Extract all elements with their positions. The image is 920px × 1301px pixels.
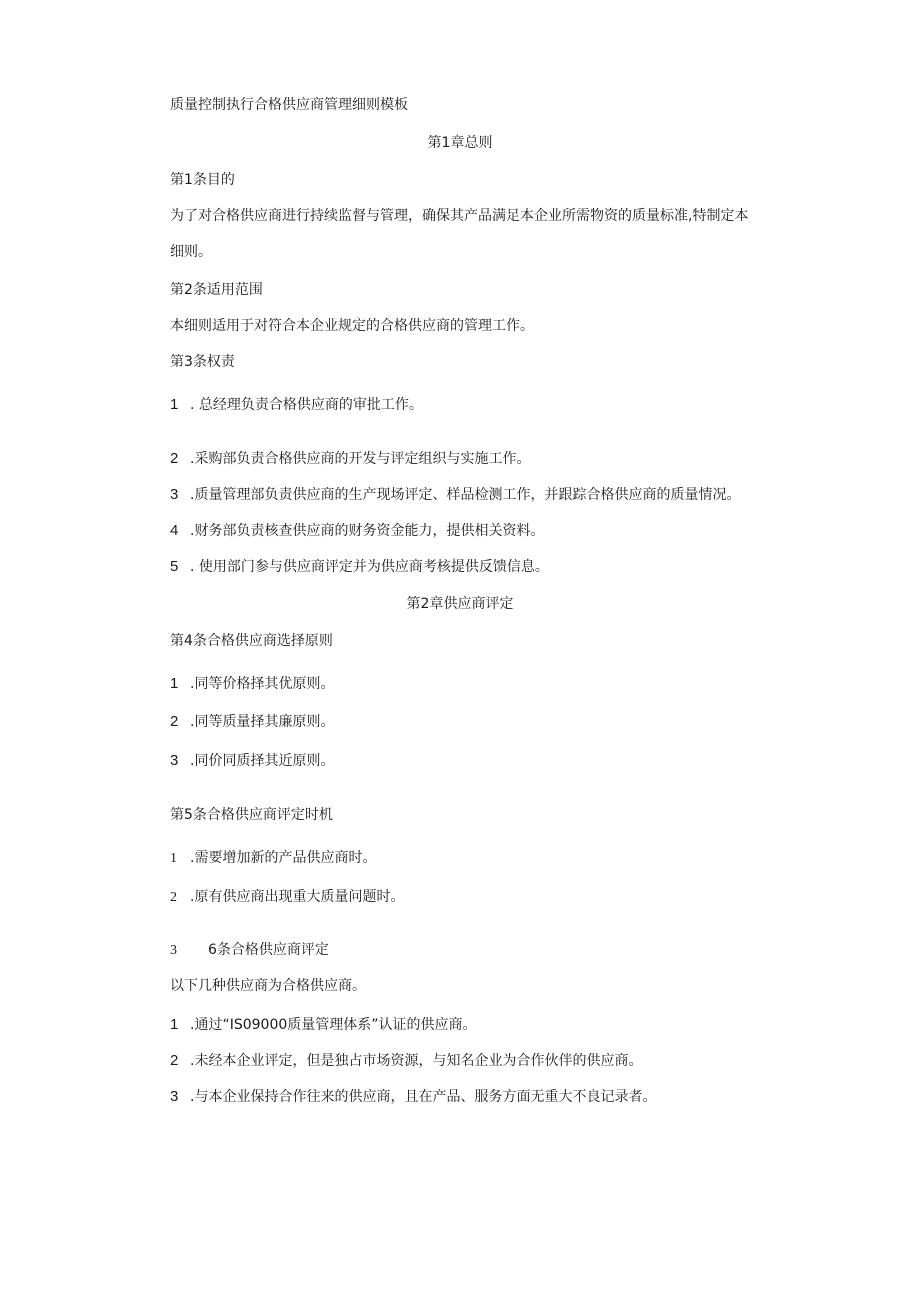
list-item [170,1016,477,1034]
list-item [170,486,740,504]
list-item-text: .与本企业保持合作往来的供应商，且在产品、服务方面无重大不良记录者。 [190,1089,657,1105]
list-item-number: 2 [170,1052,179,1069]
article-6-intro: 以下几种供应商为合格供应商。 [170,978,366,994]
list-item [170,522,544,540]
list-item-text: .需要增加新的产品供应商时。 [190,850,377,866]
article-6-number: 3 [170,943,177,958]
list-item [170,450,530,468]
list-item-number: 1 [170,1016,179,1033]
list-item-number: 2 [170,713,179,730]
list-item-text: .同等质量择其廉原则。 [190,714,335,730]
list-item-text: .未经本企业评定，但是独占市场资源，与知名企业为合作伙伴的供应商。 [190,1053,643,1069]
list-item [170,558,549,576]
chapter-1-heading: 第1章总则 [427,135,493,151]
article-4-heading: 第4条合格供应商选择原则 [170,633,333,649]
chapter-2-heading: 第2章供应商评定 [406,596,514,612]
article-1-heading: 第1条目的 [170,172,235,188]
list-item-text: . 使用部门参与供应商评定并为供应商考核提供反馈信息。 [190,559,549,575]
list-item [170,888,404,907]
article-2-text: 本细则适用于对符合本企业规定的合格供应商的管理工作。 [170,318,534,334]
list-item-number: 3 [170,486,179,503]
list-item-text: .原有供应商出现重大质量问题时。 [190,889,405,905]
list-item [170,713,334,731]
doc-title: 质量控制执行合格供应商管理细则模板 [170,97,408,113]
list-item-number: 1 [170,675,179,692]
list-item-number: 2 [170,890,177,905]
list-item [170,1052,642,1070]
list-item [170,675,334,693]
article-3-heading: 第3条权责 [170,354,235,370]
list-item [170,396,423,414]
list-item-number: 3 [170,752,179,769]
article-6-heading-line [170,941,329,960]
article-1-text-line-2: 细则。 [170,244,212,260]
list-item-text: .财务部负责核查供应商的财务资金能力，提供相关资料。 [190,523,545,539]
list-item-number: 2 [170,450,179,467]
article-2-heading: 第2条适用范围 [170,282,263,298]
list-item-text: .同价同质择其近原则。 [190,753,335,769]
list-item-number: 3 [170,1088,179,1105]
list-item-number: 5 [170,558,179,575]
list-item-number: 4 [170,522,179,539]
list-item-number: 1 [170,396,179,413]
list-item-number: 1 [170,851,177,866]
list-item-text: . 总经理负责合格供应商的审批工作。 [190,397,423,413]
article-6-heading: 6条合格供应商评定 [208,942,329,958]
list-item [170,849,376,868]
article-1-text-line-1: 为了对合格供应商进行持续监督与管理，确保其产品满足本企业所需物资的质量标准,特制定本 [170,208,749,224]
article-5-heading: 第5条合格供应商评定时机 [170,807,333,823]
list-item [170,1088,656,1106]
list-item-text: .同等价格择其优原则。 [190,676,335,692]
list-item-text: .采购部负责合格供应商的开发与评定组织与实施工作。 [190,451,531,467]
list-item [170,752,334,770]
list-item-text: .通过“IS09000质量管理体系”认证的供应商。 [190,1017,477,1033]
list-item-text: .质量管理部负责供应商的生产现场评定、样品检测工作，并跟踪合格供应商的质量情况。 [190,487,741,503]
